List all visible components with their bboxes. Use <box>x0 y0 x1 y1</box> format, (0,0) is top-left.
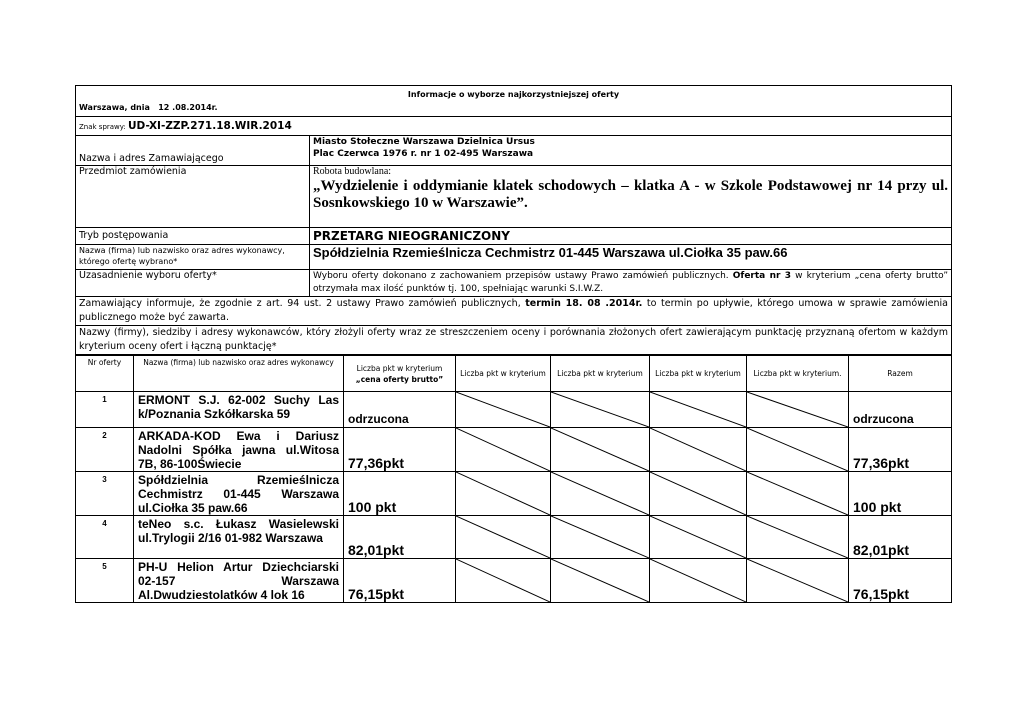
contracting-authority-value <box>310 136 952 166</box>
crossed-cell <box>551 559 650 603</box>
contracting-authority-label: Nazwa i adres Zamawiającego <box>76 136 310 166</box>
col-header-c4: Liczba pkt w kryterium <box>650 356 747 392</box>
contractor-name: ERMONT S.J. 62-002 Suchy Las k/Poznania Szkółkarska 59 <box>134 392 344 428</box>
case-number-cell <box>76 117 952 136</box>
selected-contractor-label: Nazwa (firma) lub nazwisko oraz adres wykonawcy, którego ofertę wybrano* <box>76 245 310 270</box>
date-prefix: Warszawa, dnia <box>79 103 150 112</box>
date-day: 12 <box>158 103 170 112</box>
subject-label: Przedmiot zamówienia <box>76 166 310 228</box>
contractor-name: PH-U Helion Artur Dziechciarski 02-157 Warszawa Al.Dwudziestolatków 4 lok 16 <box>134 559 344 603</box>
col-header-nr: Nr oferty <box>76 356 134 392</box>
case-number-value: UD-XI-ZZP.271.18.WIR.2014 <box>128 119 292 132</box>
crossed-cell <box>650 472 747 516</box>
offer-number: 3 <box>76 472 134 516</box>
crossed-cell <box>456 392 551 428</box>
crossed-cell <box>650 516 747 559</box>
total-points: 77,36pkt <box>849 428 952 472</box>
col-header-c5: Liczba pkt w kryterium. <box>747 356 849 392</box>
justification-text-2: w kryterium „cena oferty brutto” otrzymała max ilość punktów tj. 100, spełniając warunki S.I.W.Z. <box>313 271 948 294</box>
offer-number: 2 <box>76 428 134 472</box>
col-header-c3: Liczba pkt w kryterium <box>551 356 650 392</box>
table-row <box>76 472 952 516</box>
document-form <box>75 85 951 603</box>
crossed-cell <box>650 559 747 603</box>
crossed-cell <box>456 516 551 559</box>
justification-value <box>310 270 952 297</box>
document-title: Informacje o wyborze najkorzystniejszej oferty <box>407 90 620 99</box>
total-points: 100 pkt <box>849 472 952 516</box>
crossed-cell <box>747 472 849 516</box>
contract-info-text-1: Zamawiający informuje, że zgodnie z art. 94 ust. 2 ustawy Prawo zamówień publicznych, <box>79 298 526 309</box>
justification-offer-number: Oferta nr 3 <box>732 271 792 281</box>
crossed-cell <box>551 472 650 516</box>
offer-number: 4 <box>76 516 134 559</box>
procedure-label: Tryb postępowania <box>76 228 310 245</box>
price-points: 100 pkt <box>344 472 456 516</box>
table-row <box>76 428 952 472</box>
authority-line-1: Miasto Stołeczne Warszawa Dzielnica Ursus <box>313 137 535 147</box>
col-header-price <box>344 356 456 392</box>
contract-info <box>76 297 952 326</box>
col-header-name: Nazwa (firma) lub nazwisko oraz adres wykonawcy <box>134 356 344 392</box>
price-points: 76,15pkt <box>344 559 456 603</box>
crossed-cell <box>551 428 650 472</box>
col-header-total: Razem <box>849 356 952 392</box>
col-header-price-line2: „cena oferty brutto” <box>355 374 444 384</box>
price-points: odrzucona <box>344 392 456 428</box>
crossed-cell <box>650 428 747 472</box>
total-points: 82,01pkt <box>849 516 952 559</box>
price-points: 77,36pkt <box>344 428 456 472</box>
crossed-cell <box>456 472 551 516</box>
authority-line-2: Plac Czerwca 1976 r. nr 1 02-495 Warszawa <box>313 149 534 159</box>
total-points: 76,15pkt <box>849 559 952 603</box>
contract-info-text-2: to termin po upływie, którego umowa w sprawie zamówienia publicznego może być zawarta. <box>79 298 948 323</box>
col-header-c2: Liczba pkt w kryterium <box>456 356 551 392</box>
offer-number: 1 <box>76 392 134 428</box>
crossed-cell <box>747 559 849 603</box>
subject-value <box>310 166 952 228</box>
crossed-cell <box>456 428 551 472</box>
justification-text-1: Wyboru oferty dokonano z zachowaniem przepisów ustawy Prawo zamówień publicznych. <box>313 271 733 281</box>
contractor-name: teNeo s.c. Łukasz Wasielewski ul.Trylogii 2/16 01-982 Warszawa <box>134 516 344 559</box>
info-table <box>75 85 952 355</box>
table-row <box>76 516 952 559</box>
contract-info-deadline: termin 18. 08 .2014r. <box>525 298 643 309</box>
crossed-cell <box>747 516 849 559</box>
selected-contractor-value: Spółdzielnia Rzemieślnicza Cechmistrz 01-445 Warszawa ul.Ciołka 35 paw.66 <box>310 245 952 270</box>
total-points: odrzucona <box>849 392 952 428</box>
offer-number: 5 <box>76 559 134 603</box>
contractor-name: ARKADA-KOD Ewa i Dariusz Nadolni Spółka jawna ul.Witosa 7B, 86-100Świecie <box>134 428 344 472</box>
col-header-price-line1: Liczba pkt w kryterium <box>356 363 443 373</box>
justification-label: Uzasadnienie wyboru oferty* <box>76 270 310 297</box>
crossed-cell <box>456 559 551 603</box>
crossed-cell <box>650 392 747 428</box>
contractor-name: Spółdzielnia Rzemieślnicza Cechmistrz 01-445 Warszawa ul.Ciołka 35 paw.66 <box>134 472 344 516</box>
crossed-cell <box>747 392 849 428</box>
table-row <box>76 559 952 603</box>
subject-type: Robota budowlana: <box>313 166 392 177</box>
price-points: 82,01pkt <box>344 516 456 559</box>
date-rest: .08.2014r. <box>172 103 218 112</box>
contractors-intro: Nazwy (firmy), siedziby i adresy wykonawców, który złożyli oferty wraz ze streszczeniem oceny i porównania złożonych ofert zawierającym punktację przyznaną ofertom w każdym kryterium oceny ofert i łączną punktację* <box>76 326 952 355</box>
crossed-cell <box>551 392 650 428</box>
offers-table <box>75 355 952 603</box>
header-cell <box>76 86 952 117</box>
case-number-label: Znak sprawy: <box>79 122 126 131</box>
procedure-value: PRZETARG NIEOGRANICZONY <box>310 228 952 245</box>
crossed-cell <box>747 428 849 472</box>
crossed-cell <box>551 516 650 559</box>
subject-text: „Wydzielenie i oddymianie klatek schodowych – klatka A - w Szkole Podstawowej nr 14 przy ul. Sosnkowskiego 10 w Warszawie”. <box>313 178 948 211</box>
table-row <box>76 392 952 428</box>
date-line <box>79 102 218 114</box>
